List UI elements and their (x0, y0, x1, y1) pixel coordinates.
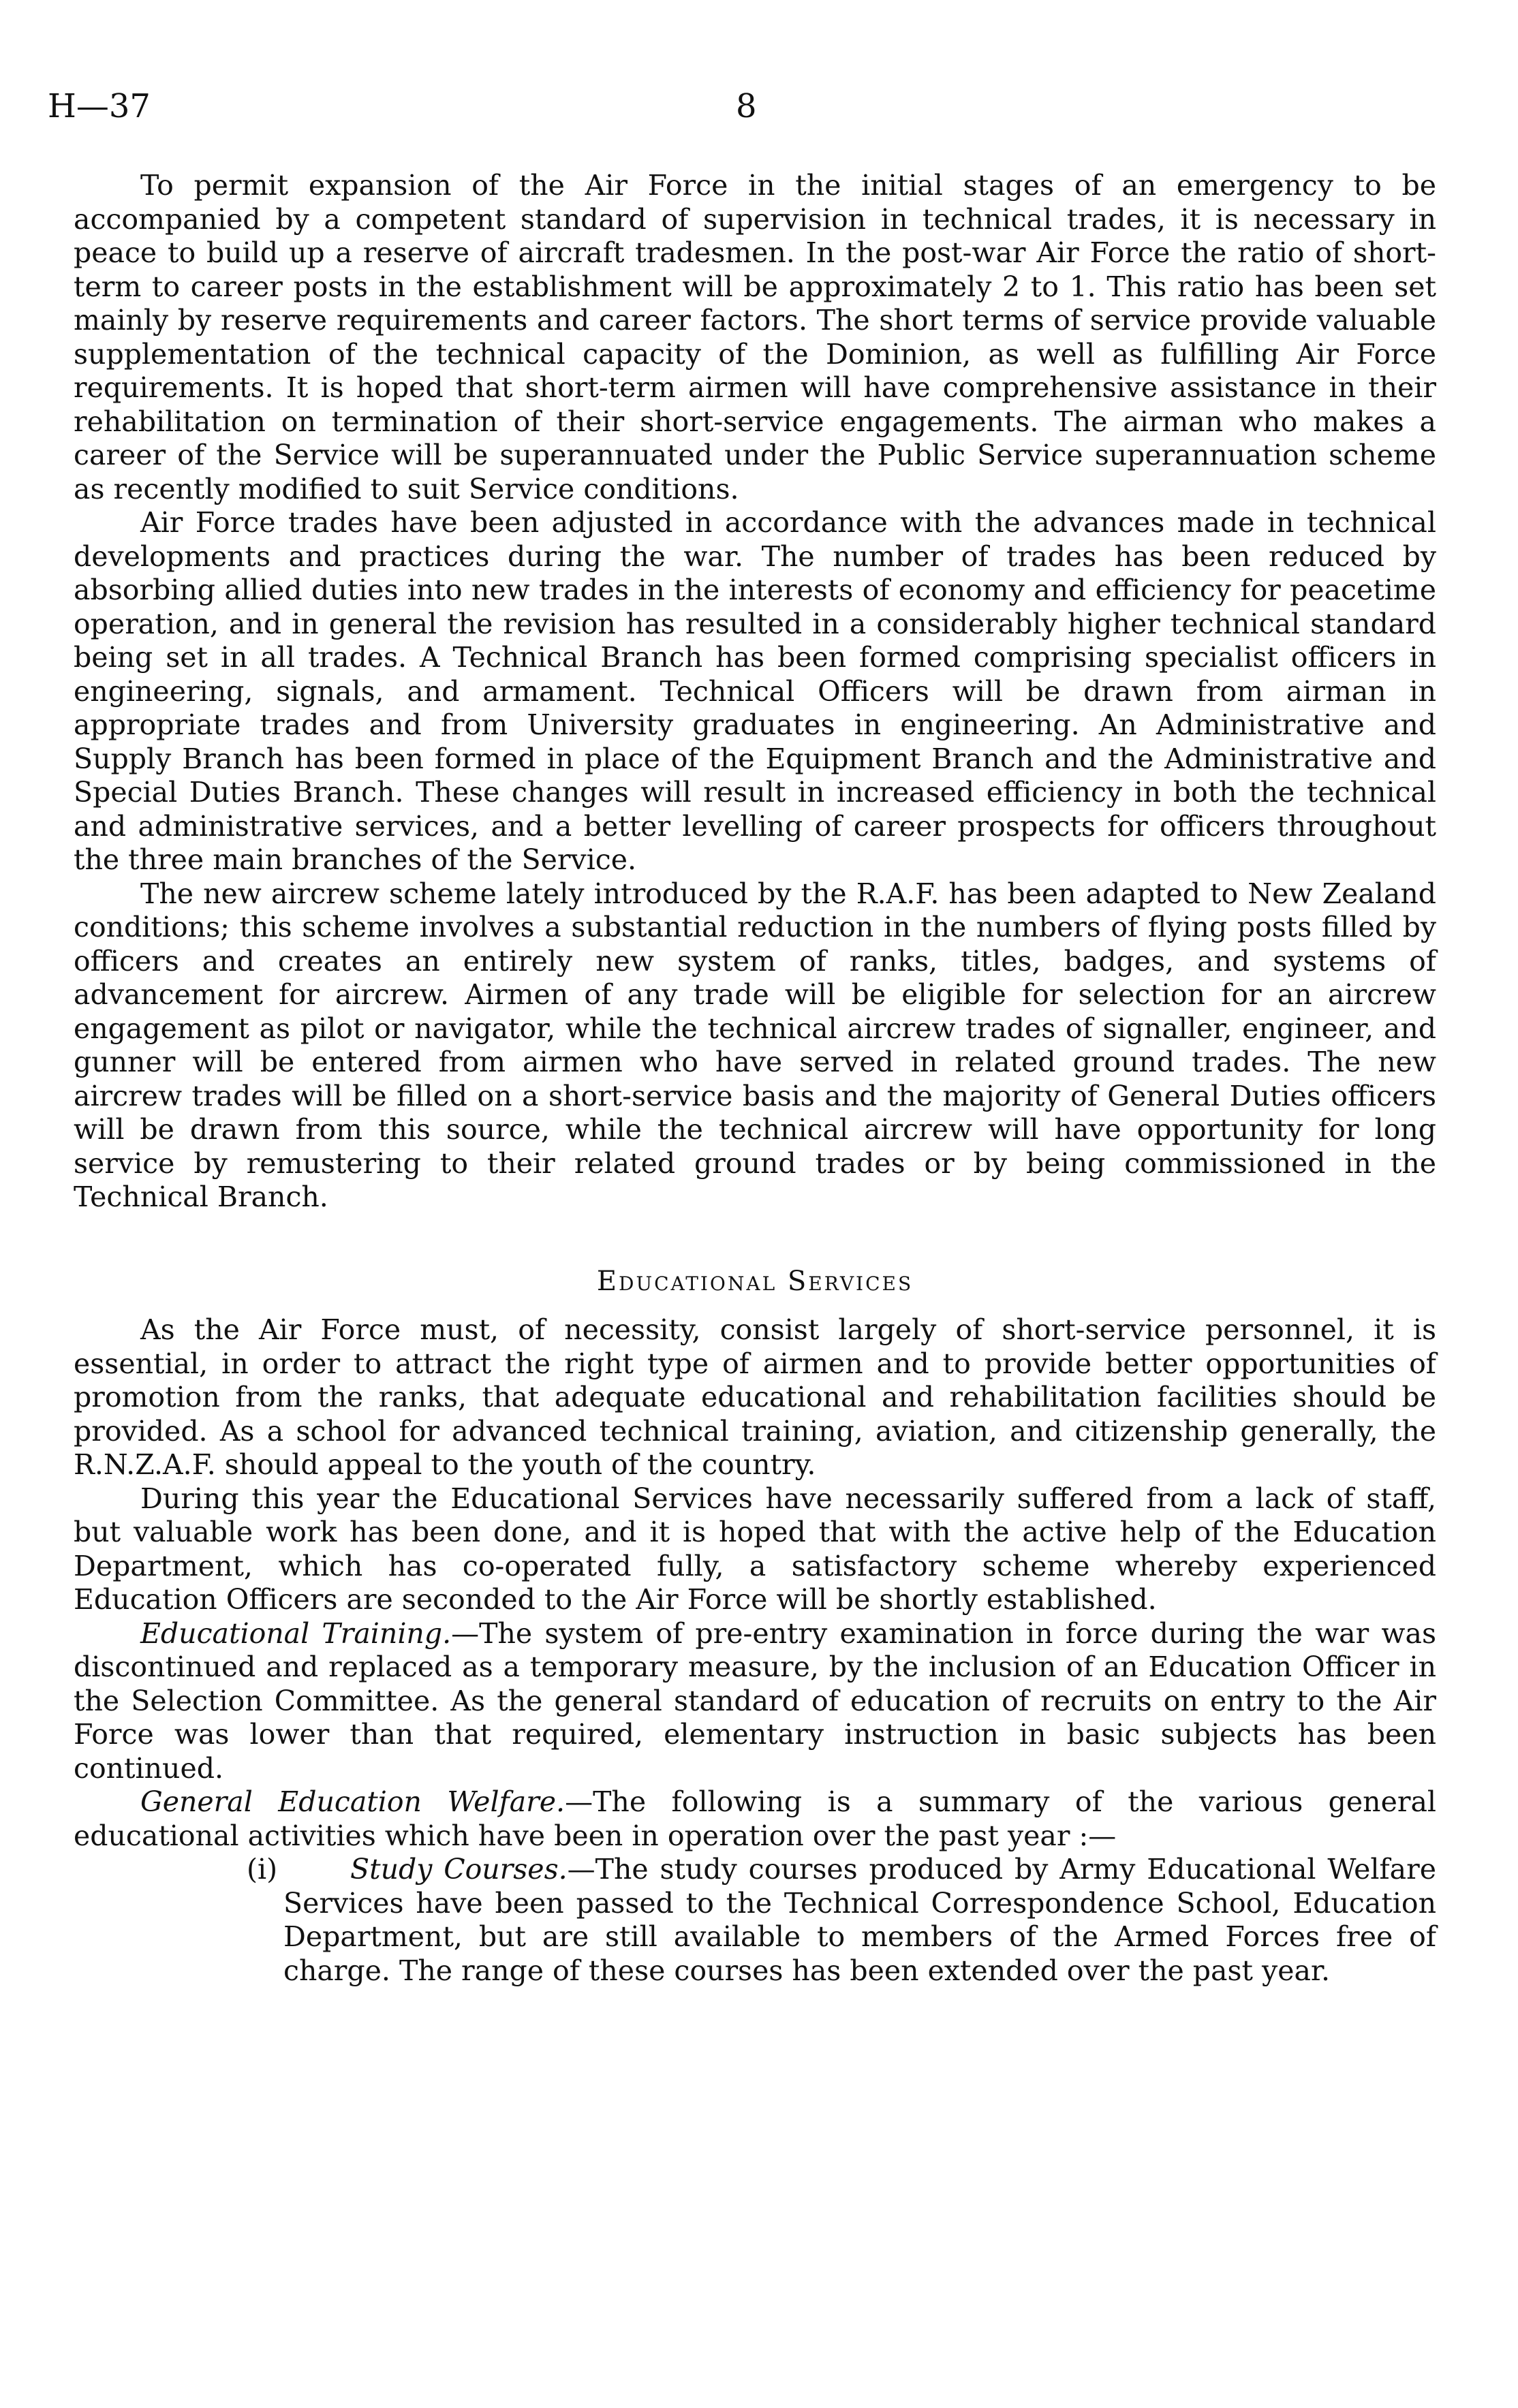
body-paragraph: To permit expansion of the Air Force in the initial stages of an emergency to be accompanied by a competent standard of supervision in technical trades, it is necessary in peace to build up a reserve of aircraft tradesmen. In the post-war Air Force the ratio of short-term to career posts in the establishment will be approximately 2 to 1. This ratio has been set mainly by reserve requirements and career factors. The short terms of service provide valuable supplementation of the technical capacity of the Dominion, as well as fulfilling Air Force requirements. It is hoped that short-term airmen will have comprehensive assistance in their rehabilitation on termination of their short-service engagements. The airman who makes a career of the Service will be superannuated under the Public Service superannuation scheme as recently modified to suit Service conditions. (74, 169, 1436, 505)
section-heading: Educational Services (596, 1265, 914, 1297)
subheading-general-education-welfare: General Education Welfare. (140, 1785, 566, 1818)
subheading-educational-training: Educational Training. (140, 1616, 452, 1650)
body-paragraph: During this year the Educational Services have necessarily suffered from a lack of staff, but valuable work has been done, and it is hoped that with the active help of the Education Department, which has co-operated fully, a satisfactory scheme whereby experienced Education Officers are seconded to the Air Force will be shortly established. (74, 1482, 1436, 1616)
document-reference: H—37 (48, 87, 151, 125)
body-paragraph: As the Air Force must, of necessity, consist largely of short-service personnel, it is essential, in order to attract the right type of airmen and to provide better opportunities of promotion from the ranks, that adequate educational and rehabilitation facilities should be provided. As a school for advanced technical training, aviation, and citizenship generally, the R.N.Z.A.F. should appeal to the youth of the country. (74, 1313, 1436, 1481)
body-paragraph: Air Force trades have been adjusted in accordance with the advances made in technical developments and practices during the war. The number of trades has been reduced by absorbing allied duties into new trades in the interests of economy and efficiency for peacetime operation, and in general the revision has resulted in a considerably higher technical standard being set in all trades. A Technical Branch has been formed comprising specialist officers in engineering, signals, and armament. Technical Officers will be drawn from airman in appropriate trades and from University graduates in engineering. An Administrative and Supply Branch has been formed in place of the Equipment Branch and the Administrative and Special Duties Branch. These changes will result in increased efficiency in both the technical and administrative services, and a better levelling of career prospects for officers throughout the three main branches of the Service. (74, 506, 1436, 876)
educational-training-text: —The system of pre-entry examination in force during the war was discontinued and replaced as a temporary measure, by the inclusion of an Education Officer in the Selection Committee. As the general standard of education of recruits on entry to the Air Force was lower than that required, elementary instruction in basic subjects has been continued. (74, 1616, 1436, 1785)
body-paragraph: The new aircrew scheme lately introduced by the R.A.F. has been adapted to New Zealand conditions; this scheme involves a substantial reduction in the numbers of flying posts filled by officers and creates an entirely new system of ranks, titles, badges, and systems of advancement for aircrew. Airmen of any trade will be eligible for selection for an aircrew engagement as pilot or navigator, while the technical aircrew trades of signaller, engineer, and gunner will be entered from airmen who have served in related ground trades. The new aircrew trades will be filled on a short-service basis and the majority of General Duties officers will be drawn from this source, while the technical aircrew will have opportunity for long service by remustering to their related ground trades or by being commissioned in the Technical Branch. (74, 877, 1436, 1213)
list-item-number: (i) (247, 1853, 278, 1886)
educational-training-paragraph (74, 1617, 1436, 1786)
list-item-text: —The study courses produced by Army Educational Welfare Services have been passed to the Technical Correspondence School, Education Department, but are still available to members of the Armed Forces free of charge. The range of these courses has been extended over the past year. (283, 1853, 1436, 1987)
list-item (74, 1853, 1436, 1988)
page-header (0, 87, 1518, 135)
list-item-title: Study Courses. (350, 1853, 568, 1886)
general-education-welfare-paragraph (74, 1785, 1436, 1853)
general-education-welfare-text: —The following is a summary of the various general educational activities which have been in operation over the past year :— (74, 1785, 1437, 1852)
page-number: 8 (736, 87, 757, 125)
document-body (74, 169, 1436, 1988)
